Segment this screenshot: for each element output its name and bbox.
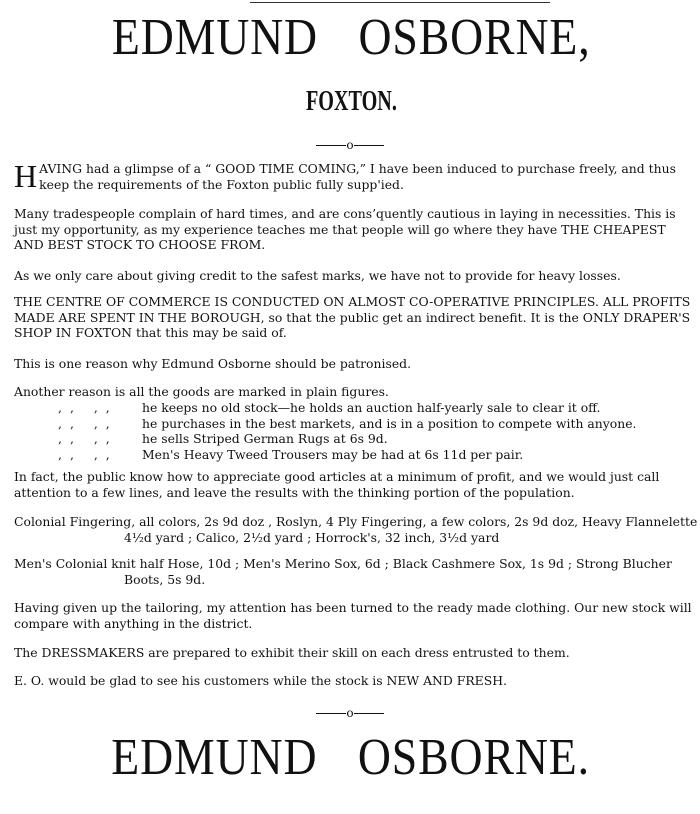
paragraph-good-time: HAVING had a glimpse of a “ GOOD TIME COMING,” I have been induced to purchase freely, and thus keep the requirements of the Foxton public fully supp'ied. xyxy=(14,158,676,194)
paragraph-credit: As we only care about giving credit to the safest marks, we have not to provide for heavy losses. xyxy=(14,268,621,283)
paragraph-another-reason: Another reason is all the goods are marked in plain figures. xyxy=(14,384,389,399)
paragraph-hose: Men's Colonial knit half Hose, 10d ; Men's Merino Sox, 6d ; Black Cashmere Sox, 1s 9d ; Strong Blucher Boots, 5s 9d. xyxy=(14,556,672,587)
paragraph-centre-of-commerce: THE CENTRE OF COMMERCE IS CONDUCTED ON ALMOST CO-OPERATIVE PRINCIPLES. ALL PROFITS MADE ARE SPENT IN THE BOROUGH, so that the public get an indirect benefit. It is the ONLY DRAPER'S SHOP IN FOXTON that this may be said of. xyxy=(14,294,691,340)
heading-first-name: EDMUND xyxy=(111,9,318,66)
list-item: ,, ,, he sells Striped German Rugs at 6s 9d. xyxy=(58,431,388,446)
reasons-list xyxy=(14,400,698,462)
footer-first-name: EDMUND xyxy=(111,729,318,786)
town-heading: FOXTON. xyxy=(305,86,397,117)
paragraph-in-fact: In fact, the public know how to appreciate good articles at a minimum of profit, and we would just call attention to a few lines, and leave the results with the thinking portion of the population. xyxy=(14,469,660,500)
list-item: ,, ,, he purchases in the best markets, and is in a position to compete with anyone. xyxy=(58,415,637,431)
paragraph-fingering: Colonial Fingering, all colors, 2s 9d doz , Roslyn, 4 Ply Fingering, a few colors, 2s 9d doz, Heavy Flannelette 4½d yard ; Calico, 2½d yard ; Horrock's, 32 inch, 3½d yard xyxy=(14,514,698,545)
footer-last-name: OSBORNE. xyxy=(357,729,590,786)
ornament-divider-bottom xyxy=(0,707,700,719)
paragraph-one-reason: This is one reason why Edmund Osborne should be patronised. xyxy=(14,356,412,371)
ornament-glyph: o xyxy=(346,138,354,152)
ornament-glyph-bottom: o xyxy=(346,706,354,720)
list-item: ,, ,, he keeps no old stock—he holds an auction half-yearly sale to clear it off. xyxy=(58,400,601,415)
paragraph-hard-times: Many tradespeople complain of hard times, and are cons’quently cautious in laying in necessities. This is just my opportunity, as my experience teaches me that people will go where they have THE CHEAPEST AND BEST STOCK TO CHOOSE FROM. xyxy=(14,206,676,252)
paragraph-tailoring: Having given up the tailoring, my attention has been turned to the ready made clothing. Our new stock will compare with anything in the district. xyxy=(14,600,692,631)
drop-cap: H xyxy=(14,158,38,194)
list-item: ,, ,, Men's Heavy Tweed Trousers may be had at 6s 11d per pair. xyxy=(58,446,524,462)
ornament-divider-top xyxy=(0,139,700,151)
advertiser-heading xyxy=(43,10,659,66)
top-rule xyxy=(250,2,550,3)
heading-last-name: OSBORNE, xyxy=(358,9,591,66)
paragraph-dressmakers: The DRESSMAKERS are prepared to exhibit their skill on each dress entrusted to them. xyxy=(14,645,570,660)
footer-heading xyxy=(43,730,659,786)
paragraph-new-and-fresh: E. O. would be glad to see his customers while the stock is NEW AND FRESH. xyxy=(14,673,507,688)
